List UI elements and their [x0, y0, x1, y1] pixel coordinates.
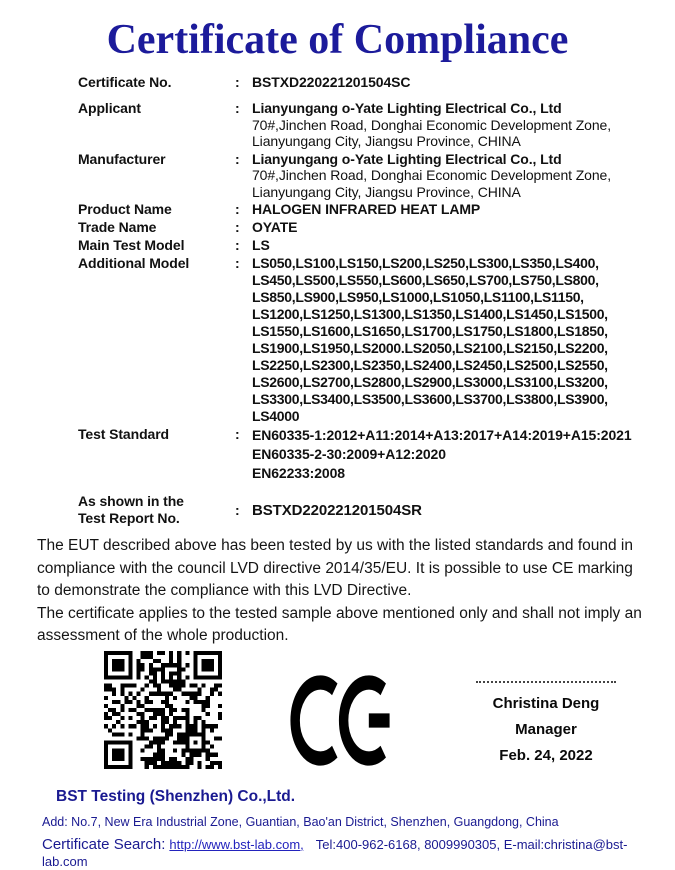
field-label: [78, 426, 235, 483]
lab-name: BST Testing (Shenzhen) Co.,Ltd.: [56, 787, 296, 805]
field-label: [78, 219, 235, 236]
field-row: [0, 237, 675, 254]
field-label: [78, 493, 235, 527]
field-colon: :: [235, 219, 240, 235]
field-label: [78, 74, 235, 91]
field-row: [0, 74, 675, 91]
field-value-line: OYATE: [252, 219, 298, 235]
field-label: [78, 151, 235, 201]
field-row: [0, 151, 675, 201]
field-value-line: Lianyungang City, Jiangsu Province, CHINA: [252, 133, 521, 149]
field-label-line: Main Test Model: [78, 237, 185, 253]
qr-modules: [104, 651, 222, 769]
field-value: [252, 502, 675, 519]
field-value-line: BSTXD220221201504SC: [252, 74, 411, 90]
field-value-line: LS2600,LS2700,LS2800,LS2900,LS3000,LS3100,LS3200,: [252, 374, 608, 390]
field-value-line: LS1550,LS1600,LS1650,LS1700,LS1750,LS1800,LS1850,: [252, 323, 608, 339]
field-colon: :: [235, 201, 240, 217]
statement-paragraph-2: The certificate applies to the tested sample above mentioned only and shall not imply an assessment of the whole production.: [37, 604, 642, 644]
field-value-line: LS1200,LS1250,LS1300,LS1350,LS1400,LS1450,LS1500,: [252, 306, 608, 322]
field-label-line: Applicant: [78, 100, 141, 116]
field-value: [252, 426, 675, 483]
field-label-line: Test Standard: [78, 426, 170, 442]
footer: [42, 787, 655, 870]
signatory-name: Christina Deng: [492, 694, 600, 712]
field-label-line: Test Report No.: [78, 510, 180, 526]
field-value-line: BSTXD220221201504SR: [252, 501, 422, 519]
certificate-search-line: [42, 836, 655, 870]
field-colon: :: [235, 100, 240, 116]
field-label-line: Additional Model: [78, 255, 190, 271]
field-row: [0, 426, 675, 483]
qr-code: [104, 651, 222, 769]
ce-letter-c: [295, 682, 335, 758]
field-value-line: 70#,Jinchen Road, Donghai Economic Development Zone,: [252, 116, 612, 133]
field-value-line: HALOGEN INFRARED HEAT LAMP: [252, 201, 481, 217]
field-value-line: Lianyungang City, Jiangsu Province, CHINA: [252, 183, 521, 200]
field-value-line: EN62233:2008: [252, 465, 345, 481]
field-colon: :: [235, 74, 240, 90]
field-value-line: LS850,LS900,LS950,LS1000,LS1050,LS1100,LS1150,: [252, 289, 584, 305]
certificate-search-label: Certificate Search:: [42, 835, 166, 853]
field-value-line: LS050,LS100,LS150,LS200,LS250,LS300,LS350,LS400,: [252, 255, 599, 271]
field-value: [252, 255, 675, 425]
certificate-page: [0, 16, 675, 869]
field-colon: :: [235, 502, 240, 518]
field-value: [252, 201, 675, 218]
field-label: [78, 255, 235, 425]
field-row: [0, 493, 675, 527]
signature-block: [476, 681, 616, 769]
lab-address: Add: No.7, New Era Industrial Zone, Guantian, Bao'an District, Shenzhen, Guangdong, China: [42, 814, 559, 829]
certificate-search-link[interactable]: http://www.bst-lab.com,: [169, 836, 304, 852]
field-label: [78, 237, 235, 254]
field-value-line: Lianyungang o-Yate Lighting Electrical Co., Ltd: [252, 150, 562, 167]
field-value-line: EN60335-2-30:2009+A12:2020: [252, 446, 446, 462]
field-label-line: As shown in the: [78, 493, 184, 509]
ce-mark-icon: [292, 673, 394, 768]
field-label-line: Trade Name: [78, 219, 157, 235]
certificate-title: Certificate of Compliance: [106, 17, 569, 63]
field-row: [0, 100, 675, 150]
field-colon: :: [235, 426, 240, 442]
field-label-line: Certificate No.: [78, 74, 172, 90]
statement-section: [37, 535, 643, 648]
field-value-line: LS450,LS500,LS550,LS600,LS650,LS700,LS750,LS800,: [252, 272, 599, 288]
field-value-line: LS2250,LS2300,LS2350,LS2400,LS2450,LS2500,LS2550,: [252, 357, 608, 373]
fields-section: [0, 74, 675, 527]
signature-dotted-line: [476, 681, 616, 683]
stamp-row: [0, 649, 675, 775]
field-value: [252, 100, 675, 150]
field-value: [252, 237, 675, 254]
field-row: [0, 219, 675, 236]
ce-letter-e: [344, 682, 390, 758]
lab-contact: Tel:400-962-6168, 8009990305, E-mail:christina@bst-lab.com: [42, 836, 628, 869]
field-value-line: LS1900,LS1950,LS2000.LS2050,LS2100,LS2150,LS2200,: [252, 340, 608, 356]
field-value: [252, 74, 675, 91]
field-value-line: EN60335-1:2012+A11:2014+A13:2017+A14:2019+A15:2021: [252, 427, 632, 443]
field-value-line: 70#,Jinchen Road, Donghai Economic Development Zone,: [252, 167, 612, 183]
field-value-line: LS4000: [252, 408, 300, 424]
field-row: [0, 255, 675, 425]
field-label: [78, 100, 235, 150]
field-value-line: LS3300,LS3400,LS3500,LS3600,LS3700,LS3800,LS3900,: [252, 391, 608, 407]
field-value-line: Lianyungang o-Yate Lighting Electrical Co., Ltd: [252, 100, 562, 116]
field-value-line: LS: [252, 237, 270, 253]
field-value: [252, 151, 675, 201]
field-value: [252, 219, 675, 236]
signature-date: Feb. 24, 2022: [499, 746, 593, 764]
field-label-line: Product Name: [78, 201, 172, 217]
field-label: [78, 201, 235, 218]
field-label-line: Manufacturer: [78, 150, 166, 167]
signatory-role: Manager: [515, 720, 577, 738]
field-colon: :: [235, 150, 240, 167]
field-colon: :: [235, 237, 240, 253]
field-colon: :: [235, 255, 240, 271]
statement-paragraph-1: The EUT described above has been tested by us with the listed standards and found in compliance with the council LVD directive 2014/35/EU. It is possible to use CE marking to demonstrate the compliance with this LVD Directive.: [37, 537, 633, 599]
field-row: [0, 201, 675, 218]
